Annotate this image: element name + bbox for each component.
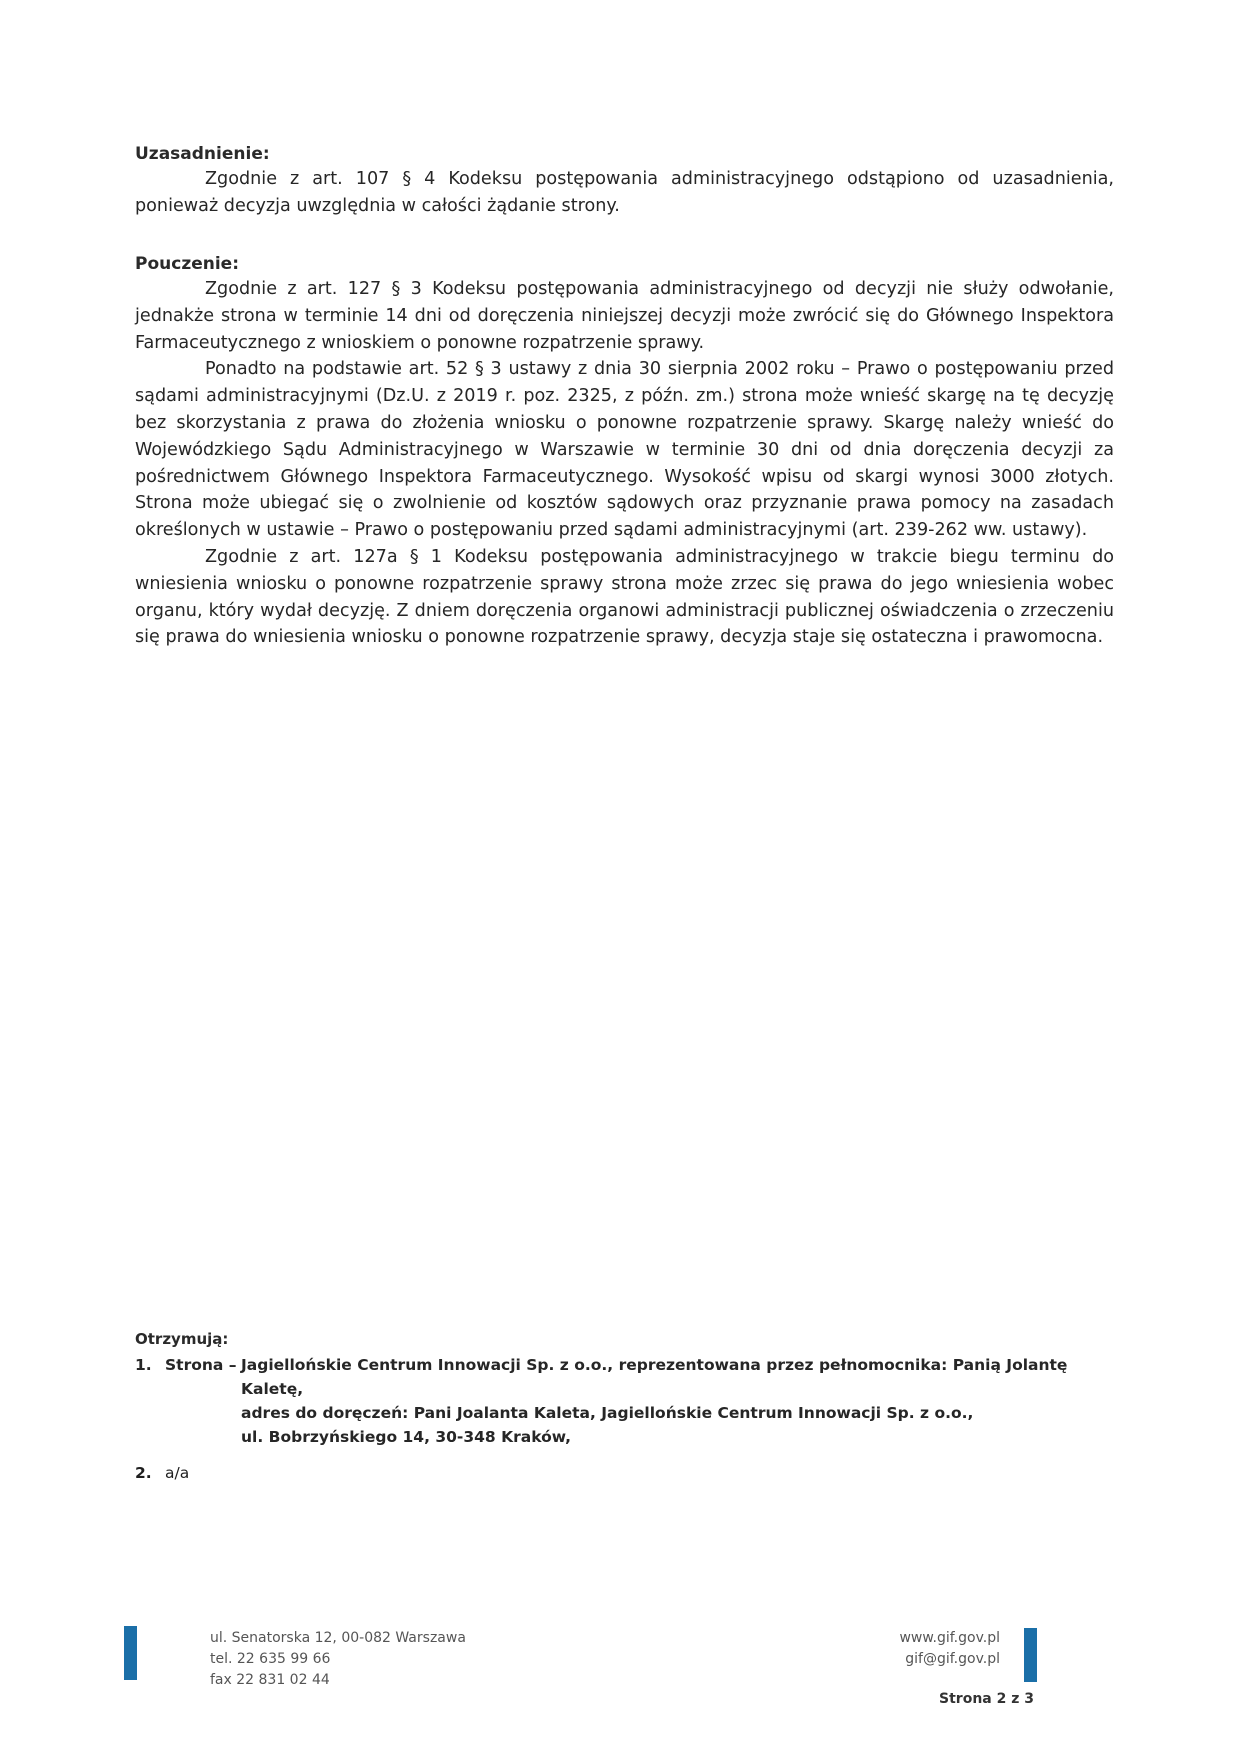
heading-uzasadnienie: Uzasadnienie: (135, 144, 270, 164)
paragraph-pouczenie-1: Zgodnie z art. 127 § 3 Kodeksu postępowania administracyjnego od decyzji nie służy odwołanie, jednakże strona w terminie 14 dni od doręczenia niniejszej decyzji może zwrócić się do Głównego Inspektora Farmaceutycznego z wnioskiem o ponowne rozpatrzenie sprawy. (135, 279, 1114, 353)
paragraph-uzasadnienie: Zgodnie z art. 107 § 4 Kodeksu postępowania administracyjnego odstąpiono od uzasadnienia, ponieważ decyzja uwzględnia w całości żądanie strony. (135, 169, 1114, 216)
footer-contact (210, 1628, 466, 1691)
page-number: Strona 2 z 3 (939, 1691, 1034, 1707)
footer-web (800, 1628, 1000, 1670)
footer-fax: fax 22 831 02 44 (210, 1672, 330, 1688)
recipient-number: 2. (135, 1464, 152, 1482)
footer-accent-bar-left (124, 1626, 137, 1680)
recipient-line-2: adres do doręczeń: Pani Joalanta Kaleta, Jagiellońskie Centrum Innowacji Sp. z o.o., (241, 1404, 974, 1422)
recipient-item-1 (135, 1353, 1115, 1449)
recipient-text: a/a (165, 1464, 190, 1482)
recipient-line-3: ul. Bobrzyńskiego 14, 30-348 Kraków, (241, 1428, 571, 1446)
footer-accent-bar-right (1024, 1628, 1037, 1682)
recipient-number: 1. (135, 1356, 152, 1374)
paragraph-pouczenie-2: Ponadto na podstawie art. 52 § 3 ustawy z dnia 30 sierpnia 2002 roku – Prawo o postępowaniu przed sądami administracyjnymi (Dz.U. z 2019 r. poz. 2325, z późn. zm.) strona może wnieść skargę na tę decyzję bez skorzystania z prawa do złożenia wniosku o ponowne rozpatrzenie sprawy. Skargę należy wnieść do Wojewódzkiego Sądu Administracyjnego w Warszawie w terminie 30 dni od dnia doręczenia decyzji za pośrednictwem Głównego Inspektora Farmaceutycznego. Wysokość wpisu od skargi wynosi 3000 złotych. Strona może ubiegać się o zwolnienie od kosztów sądowych oraz przyznanie prawa pomocy na zasadach określonych w ustawie – Prawo o postępowaniu przed sądami administracyjnymi (art. 239-262 ww. ustawy). (135, 359, 1114, 541)
footer-www-link[interactable]: www.gif.gov.pl (899, 1630, 1000, 1646)
section-uzasadnienie (135, 144, 1114, 220)
heading-otrzymuja: Otrzymują: (135, 1330, 229, 1348)
recipient-line-1: Jagiellońskie Centrum Innowacji Sp. z o.o., reprezentowana przez pełnomocnika: Panią Jolantę Kaletę, (241, 1356, 1068, 1398)
recipient-item-2 (135, 1461, 1115, 1485)
section-pouczenie (135, 254, 1114, 651)
paragraph-pouczenie-3: Zgodnie z art. 127a § 1 Kodeksu postępowania administracyjnego w trakcie biegu terminu do wniesienia wniosku o ponowne rozpatrzenie sprawy strona może zrzec się prawa do jego wniesienia wobec organu, który wydał decyzję. Z dniem doręczenia organowi administracji publicznej oświadczenia o zrzeczeniu się prawa do wniesienia wniosku o ponowne rozpatrzenie sprawy, decyzja staje się ostateczna i prawomocna. (135, 546, 1114, 648)
section-otrzymuja (135, 1330, 1115, 1485)
footer-tel: tel. 22 635 99 66 (210, 1651, 331, 1667)
recipient-role: Strona – (165, 1356, 237, 1374)
footer-address: ul. Senatorska 12, 00-082 Warszawa (210, 1630, 466, 1646)
heading-pouczenie: Pouczenie: (135, 254, 240, 274)
footer-email-link[interactable]: gif@gif.gov.pl (905, 1651, 1000, 1667)
